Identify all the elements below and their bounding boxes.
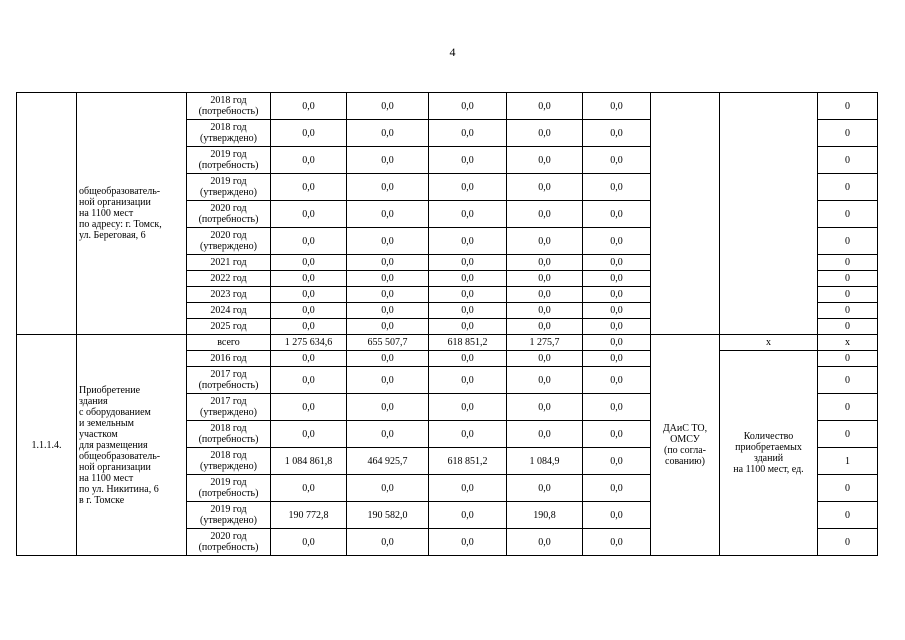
value-cell: 0,0 xyxy=(429,502,507,529)
code-cell xyxy=(17,93,77,335)
indicator-name-cell: Количество приобретаемых зданий на 1100 мест, ед. xyxy=(720,351,818,556)
value-cell: 1 275,7 xyxy=(507,335,583,351)
indicator-value-cell: 0 xyxy=(818,271,878,287)
code-cell: 1.1.1.4. xyxy=(17,335,77,556)
value-cell: 0,0 xyxy=(507,228,583,255)
value-cell: 0,0 xyxy=(271,351,347,367)
value-cell: 0,0 xyxy=(507,93,583,120)
year-cell: 2019 год (утверждено) xyxy=(187,174,271,201)
indicator-value-cell: 0 xyxy=(818,255,878,271)
value-cell: 0,0 xyxy=(583,93,651,120)
indicator-value-cell: 0 xyxy=(818,287,878,303)
value-cell: 464 925,7 xyxy=(347,448,429,475)
year-cell: 2018 год (утверждено) xyxy=(187,120,271,147)
year-cell: 2022 год xyxy=(187,271,271,287)
year-cell: 2020 год (потребность) xyxy=(187,529,271,556)
value-cell: 0,0 xyxy=(271,367,347,394)
value-cell: 0,0 xyxy=(347,201,429,228)
value-cell: 0,0 xyxy=(271,120,347,147)
value-cell: 0,0 xyxy=(347,255,429,271)
value-cell: 0,0 xyxy=(271,303,347,319)
indicator-value-cell: 0 xyxy=(818,228,878,255)
year-cell: 2018 год (утверждено) xyxy=(187,448,271,475)
year-cell: 2018 год (потребность) xyxy=(187,421,271,448)
value-cell: 0,0 xyxy=(583,335,651,351)
year-cell: 2017 год (утверждено) xyxy=(187,394,271,421)
value-cell: 0,0 xyxy=(507,351,583,367)
value-cell: 0,0 xyxy=(429,367,507,394)
value-cell: 0,0 xyxy=(347,93,429,120)
table-row xyxy=(17,335,878,351)
value-cell: 0,0 xyxy=(583,201,651,228)
value-cell: 0,0 xyxy=(429,228,507,255)
value-cell: 0,0 xyxy=(429,421,507,448)
value-cell: 0,0 xyxy=(429,529,507,556)
indicator-value-cell: 0 xyxy=(818,394,878,421)
value-cell: 0,0 xyxy=(347,367,429,394)
indicator-value-cell: 0 xyxy=(818,120,878,147)
value-cell: 0,0 xyxy=(347,147,429,174)
value-cell: 0,0 xyxy=(271,93,347,120)
year-cell: 2018 год (потребность) xyxy=(187,93,271,120)
indicator-value-cell: 0 xyxy=(818,351,878,367)
indicator-value-cell: 0 xyxy=(818,502,878,529)
value-cell: 0,0 xyxy=(507,319,583,335)
value-cell: 0,0 xyxy=(429,287,507,303)
value-cell: 0,0 xyxy=(583,255,651,271)
indicator-value-cell: 0 xyxy=(818,201,878,228)
year-cell: всего xyxy=(187,335,271,351)
value-cell: 0,0 xyxy=(583,351,651,367)
indicator-value-cell: 0 xyxy=(818,147,878,174)
indicator-cell xyxy=(720,93,818,335)
value-cell: 0,0 xyxy=(347,475,429,502)
value-cell: 0,0 xyxy=(583,174,651,201)
value-cell: 0,0 xyxy=(507,475,583,502)
value-cell: 0,0 xyxy=(583,287,651,303)
value-cell: 0,0 xyxy=(271,147,347,174)
name-cell: общеобразователь- ной организации на 1100 мест по адресу: г. Томск, ул. Береговая, 6 xyxy=(77,93,187,335)
value-cell: 0,0 xyxy=(347,394,429,421)
year-cell: 2019 год (потребность) xyxy=(187,147,271,174)
indicator-value-cell: 0 xyxy=(818,529,878,556)
value-cell: 0,0 xyxy=(429,303,507,319)
year-cell: 2020 год (потребность) xyxy=(187,201,271,228)
year-cell: 2019 год (потребность) xyxy=(187,475,271,502)
value-cell: 0,0 xyxy=(347,351,429,367)
value-cell: 190 772,8 xyxy=(271,502,347,529)
indicator-value-cell: 0 xyxy=(818,319,878,335)
value-cell: 0,0 xyxy=(429,271,507,287)
value-cell: 0,0 xyxy=(429,394,507,421)
year-cell: 2020 год (утверждено) xyxy=(187,228,271,255)
value-cell: 0,0 xyxy=(271,228,347,255)
indicator-cell: x xyxy=(720,335,818,351)
value-cell: 0,0 xyxy=(583,529,651,556)
indicator-value-cell: 0 xyxy=(818,174,878,201)
value-cell: 0,0 xyxy=(507,394,583,421)
executor-cell: ДАиС ТО, ОМСУ (по согла- сованию) xyxy=(651,335,720,556)
value-cell: 0,0 xyxy=(347,319,429,335)
value-cell: 0,0 xyxy=(347,271,429,287)
value-cell: 0,0 xyxy=(271,529,347,556)
value-cell: 618 851,2 xyxy=(429,448,507,475)
year-cell: 2025 год xyxy=(187,319,271,335)
value-cell: 0,0 xyxy=(429,120,507,147)
indicator-value-cell: 0 xyxy=(818,367,878,394)
value-cell: 0,0 xyxy=(347,421,429,448)
value-cell: 0,0 xyxy=(507,367,583,394)
value-cell: 0,0 xyxy=(507,255,583,271)
year-cell: 2024 год xyxy=(187,303,271,319)
page-number: 4 xyxy=(449,45,456,59)
value-cell: 0,0 xyxy=(583,228,651,255)
value-cell: 655 507,7 xyxy=(347,335,429,351)
value-cell: 0,0 xyxy=(507,147,583,174)
value-cell: 0,0 xyxy=(583,120,651,147)
value-cell: 0,0 xyxy=(583,367,651,394)
value-cell: 0,0 xyxy=(347,287,429,303)
value-cell: 0,0 xyxy=(507,120,583,147)
value-cell: 0,0 xyxy=(583,475,651,502)
value-cell: 190 582,0 xyxy=(347,502,429,529)
value-cell: 0,0 xyxy=(429,201,507,228)
year-cell: 2019 год (утверждено) xyxy=(187,502,271,529)
executor-cell xyxy=(651,93,720,335)
value-cell: 1 084,9 xyxy=(507,448,583,475)
value-cell: 0,0 xyxy=(429,147,507,174)
value-cell: 0,0 xyxy=(271,201,347,228)
indicator-value-cell: 1 xyxy=(818,448,878,475)
table-row xyxy=(17,93,878,120)
value-cell: 0,0 xyxy=(347,303,429,319)
year-cell: 2016 год xyxy=(187,351,271,367)
name-cell: Приобретение здания с оборудованием и земельным участком для размещения общеобразователь- ной организации на 1100 мест по ул. Никитина, 6 в г. Томске xyxy=(77,335,187,556)
indicator-value-cell: x xyxy=(818,335,878,351)
value-cell: 0,0 xyxy=(429,255,507,271)
value-cell: 0,0 xyxy=(429,93,507,120)
value-cell: 0,0 xyxy=(507,303,583,319)
indicator-value-cell: 0 xyxy=(818,93,878,120)
value-cell: 0,0 xyxy=(583,147,651,174)
value-cell: 0,0 xyxy=(583,502,651,529)
indicator-value-cell: 0 xyxy=(818,303,878,319)
year-cell: 2017 год (потребность) xyxy=(187,367,271,394)
value-cell: 0,0 xyxy=(429,351,507,367)
value-cell: 0,0 xyxy=(583,271,651,287)
value-cell: 0,0 xyxy=(507,201,583,228)
value-cell: 0,0 xyxy=(507,529,583,556)
value-cell: 0,0 xyxy=(347,174,429,201)
value-cell: 0,0 xyxy=(583,448,651,475)
value-cell: 0,0 xyxy=(429,319,507,335)
value-cell: 0,0 xyxy=(429,174,507,201)
value-cell: 1 275 634,6 xyxy=(271,335,347,351)
value-cell: 0,0 xyxy=(271,319,347,335)
value-cell: 0,0 xyxy=(347,228,429,255)
year-cell: 2021 год xyxy=(187,255,271,271)
value-cell: 0,0 xyxy=(271,421,347,448)
value-cell: 0,0 xyxy=(429,475,507,502)
value-cell: 0,0 xyxy=(271,475,347,502)
value-cell: 0,0 xyxy=(507,421,583,448)
value-cell: 0,0 xyxy=(271,287,347,303)
indicator-value-cell: 0 xyxy=(818,421,878,448)
value-cell: 0,0 xyxy=(583,303,651,319)
indicator-value-cell: 0 xyxy=(818,475,878,502)
value-cell: 0,0 xyxy=(507,271,583,287)
year-cell: 2023 год xyxy=(187,287,271,303)
value-cell: 0,0 xyxy=(347,120,429,147)
value-cell: 0,0 xyxy=(583,319,651,335)
value-cell: 0,0 xyxy=(271,271,347,287)
value-cell: 0,0 xyxy=(583,394,651,421)
value-cell: 0,0 xyxy=(583,421,651,448)
value-cell: 618 851,2 xyxy=(429,335,507,351)
value-cell: 0,0 xyxy=(507,174,583,201)
value-cell: 0,0 xyxy=(271,174,347,201)
value-cell: 1 084 861,8 xyxy=(271,448,347,475)
value-cell: 0,0 xyxy=(507,287,583,303)
value-cell: 190,8 xyxy=(507,502,583,529)
value-cell: 0,0 xyxy=(271,394,347,421)
value-cell: 0,0 xyxy=(271,255,347,271)
program-table xyxy=(16,92,878,556)
value-cell: 0,0 xyxy=(347,529,429,556)
